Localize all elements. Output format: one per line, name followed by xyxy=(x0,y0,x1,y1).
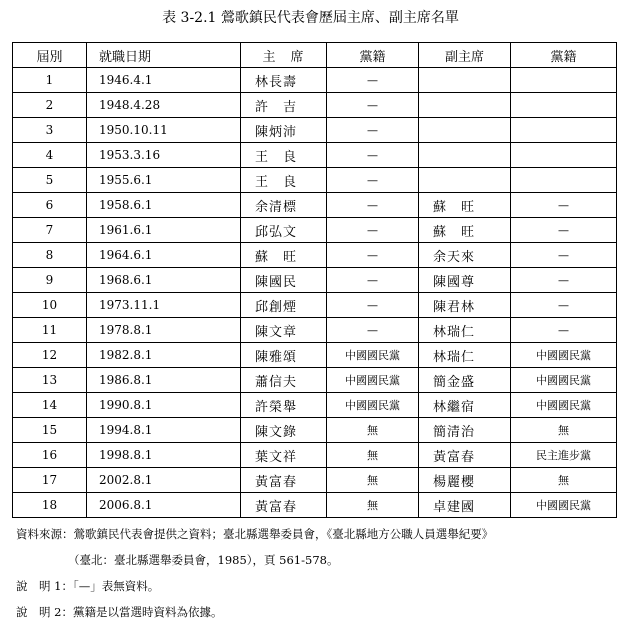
table-row xyxy=(13,318,617,343)
cell-date: 1982.8.1 xyxy=(87,343,241,368)
cell-term: 16 xyxy=(13,443,87,468)
cell-term: 13 xyxy=(13,368,87,393)
cell-chair-party: — xyxy=(327,318,419,343)
cell-vice xyxy=(419,118,511,143)
cell-chair-party: 無 xyxy=(327,493,419,518)
cell-term: 4 xyxy=(13,143,87,168)
cell-chair-party: 無 xyxy=(327,418,419,443)
cell-chair-party: 中國國民黨 xyxy=(327,368,419,393)
cell-chair-party: — xyxy=(327,243,419,268)
cell-chair: 邱創煙 xyxy=(241,293,327,318)
cell-vice: 簡清治 xyxy=(419,418,511,443)
cell-vice-party: — xyxy=(511,268,617,293)
cell-chair: 王 良 xyxy=(241,143,327,168)
cell-chair-party: 中國國民黨 xyxy=(327,343,419,368)
explanation-note-1: 說 明 1：「—」表無資料。 xyxy=(16,579,160,593)
cell-date: 1946.4.1 xyxy=(87,68,241,93)
cell-vice-party: 中國國民黨 xyxy=(511,343,617,368)
cell-vice-party: 民主進步黨 xyxy=(511,443,617,468)
cell-chair-party: — xyxy=(327,93,419,118)
cell-vice-party: 中國國民黨 xyxy=(511,368,617,393)
table-row xyxy=(13,343,617,368)
cell-vice-party: 中國國民黨 xyxy=(511,493,617,518)
cell-term: 18 xyxy=(13,493,87,518)
cell-chair: 黃富春 xyxy=(241,493,327,518)
table-row xyxy=(13,368,617,393)
cell-vice-party: — xyxy=(511,218,617,243)
table-title: 表 3-2.1 鶯歌鎮民代表會歷屆主席、副主席名單 xyxy=(162,10,459,26)
cell-term: 9 xyxy=(13,268,87,293)
cell-vice: 簡金盛 xyxy=(419,368,511,393)
table-row xyxy=(13,268,617,293)
header-vice-party: 黨籍 xyxy=(511,43,617,68)
table-row xyxy=(13,293,617,318)
header-vice: 副主席 xyxy=(419,43,511,68)
table-row xyxy=(13,218,617,243)
cell-vice-party: 無 xyxy=(511,468,617,493)
cell-date: 1955.6.1 xyxy=(87,168,241,193)
cell-term: 7 xyxy=(13,218,87,243)
cell-chair: 黃富春 xyxy=(241,468,327,493)
cell-date: 1994.8.1 xyxy=(87,418,241,443)
table-row xyxy=(13,468,617,493)
cell-chair-party: 無 xyxy=(327,468,419,493)
cell-chair-party: — xyxy=(327,143,419,168)
cell-chair-party: — xyxy=(327,118,419,143)
cell-date: 1990.8.1 xyxy=(87,393,241,418)
table-row xyxy=(13,168,617,193)
cell-date: 1958.6.1 xyxy=(87,193,241,218)
table-row xyxy=(13,443,617,468)
cell-chair-party: — xyxy=(327,218,419,243)
cell-chair: 林長壽 xyxy=(241,68,327,93)
cell-vice: 余天來 xyxy=(419,243,511,268)
cell-vice: 蘇 旺 xyxy=(419,218,511,243)
cell-vice xyxy=(419,168,511,193)
cell-date: 1968.6.1 xyxy=(87,268,241,293)
cell-chair-party: 無 xyxy=(327,443,419,468)
table-row xyxy=(13,193,617,218)
cell-chair: 王 良 xyxy=(241,168,327,193)
cell-chair-party: — xyxy=(327,268,419,293)
cell-chair: 邱弘文 xyxy=(241,218,327,243)
cell-term: 11 xyxy=(13,318,87,343)
header-chair-party: 黨籍 xyxy=(327,43,419,68)
cell-vice: 黃富春 xyxy=(419,443,511,468)
cell-date: 2002.8.1 xyxy=(87,468,241,493)
cell-date: 1953.3.16 xyxy=(87,143,241,168)
cell-vice: 陳君林 xyxy=(419,293,511,318)
cell-vice-party: — xyxy=(511,243,617,268)
cell-vice: 林瑞仁 xyxy=(419,318,511,343)
cell-vice: 林繼宿 xyxy=(419,393,511,418)
table-notes xyxy=(16,521,616,625)
cell-term: 17 xyxy=(13,468,87,493)
cell-term: 5 xyxy=(13,168,87,193)
cell-vice-party: 無 xyxy=(511,418,617,443)
table-row xyxy=(13,393,617,418)
cell-vice xyxy=(419,143,511,168)
cell-date: 1998.8.1 xyxy=(87,443,241,468)
cell-chair: 陳文錄 xyxy=(241,418,327,443)
cell-vice-party xyxy=(511,93,617,118)
cell-chair: 陳國民 xyxy=(241,268,327,293)
cell-chair: 陳雅頌 xyxy=(241,343,327,368)
table-row xyxy=(13,418,617,443)
cell-chair-party: 中國國民黨 xyxy=(327,393,419,418)
cell-chair: 許榮舉 xyxy=(241,393,327,418)
cell-term: 12 xyxy=(13,343,87,368)
cell-chair-party: — xyxy=(327,193,419,218)
cell-chair-party: — xyxy=(327,68,419,93)
cell-date: 2006.8.1 xyxy=(87,493,241,518)
cell-chair: 蕭信夫 xyxy=(241,368,327,393)
cell-date: 1948.4.28 xyxy=(87,93,241,118)
cell-vice-party: 中國國民黨 xyxy=(511,393,617,418)
cell-term: 1 xyxy=(13,68,87,93)
cell-vice-party: — xyxy=(511,293,617,318)
table-row xyxy=(13,68,617,93)
table-row xyxy=(13,243,617,268)
cell-term: 6 xyxy=(13,193,87,218)
table-row xyxy=(13,93,617,118)
table-row xyxy=(13,118,617,143)
cell-term: 3 xyxy=(13,118,87,143)
header-term: 屆別 xyxy=(13,43,87,68)
source-note-continued: （臺北：臺北縣選舉委員會，1985），頁 561-578。 xyxy=(68,553,339,567)
table-header-row xyxy=(13,43,617,68)
table-row xyxy=(13,493,617,518)
cell-term: 10 xyxy=(13,293,87,318)
cell-vice: 陳國尊 xyxy=(419,268,511,293)
cell-vice-party xyxy=(511,168,617,193)
explanation-note-2: 說 明 2：黨籍是以當選時資料為依據。 xyxy=(16,605,223,619)
cell-vice xyxy=(419,68,511,93)
cell-chair-party: — xyxy=(327,168,419,193)
cell-chair: 許 吉 xyxy=(241,93,327,118)
cell-chair: 葉文祥 xyxy=(241,443,327,468)
cell-date: 1986.8.1 xyxy=(87,368,241,393)
cell-vice: 卓建國 xyxy=(419,493,511,518)
cell-date: 1973.11.1 xyxy=(87,293,241,318)
cell-vice: 蘇 旺 xyxy=(419,193,511,218)
cell-vice: 楊麗櫻 xyxy=(419,468,511,493)
cell-date: 1978.8.1 xyxy=(87,318,241,343)
cell-chair-party: — xyxy=(327,293,419,318)
header-date: 就職日期 xyxy=(87,43,241,68)
cell-vice: 林瑞仁 xyxy=(419,343,511,368)
cell-date: 1950.10.11 xyxy=(87,118,241,143)
header-chair: 主 席 xyxy=(241,43,327,68)
cell-vice-party: — xyxy=(511,193,617,218)
source-note: 資料來源：鶯歌鎮民代表會提供之資料；臺北縣選舉委員會，《臺北縣地方公職人員選舉紀要》 xyxy=(16,527,494,541)
cell-term: 14 xyxy=(13,393,87,418)
cell-term: 15 xyxy=(13,418,87,443)
cell-vice-party xyxy=(511,68,617,93)
cell-date: 1961.6.1 xyxy=(87,218,241,243)
cell-chair: 余清標 xyxy=(241,193,327,218)
chair-roster-table xyxy=(12,42,617,518)
cell-chair: 陳炳沛 xyxy=(241,118,327,143)
cell-vice-party xyxy=(511,143,617,168)
cell-chair: 陳文章 xyxy=(241,318,327,343)
cell-date: 1964.6.1 xyxy=(87,243,241,268)
cell-vice xyxy=(419,93,511,118)
table-row xyxy=(13,143,617,168)
cell-vice-party: — xyxy=(511,318,617,343)
cell-term: 8 xyxy=(13,243,87,268)
cell-chair: 蘇 旺 xyxy=(241,243,327,268)
cell-vice-party xyxy=(511,118,617,143)
cell-term: 2 xyxy=(13,93,87,118)
